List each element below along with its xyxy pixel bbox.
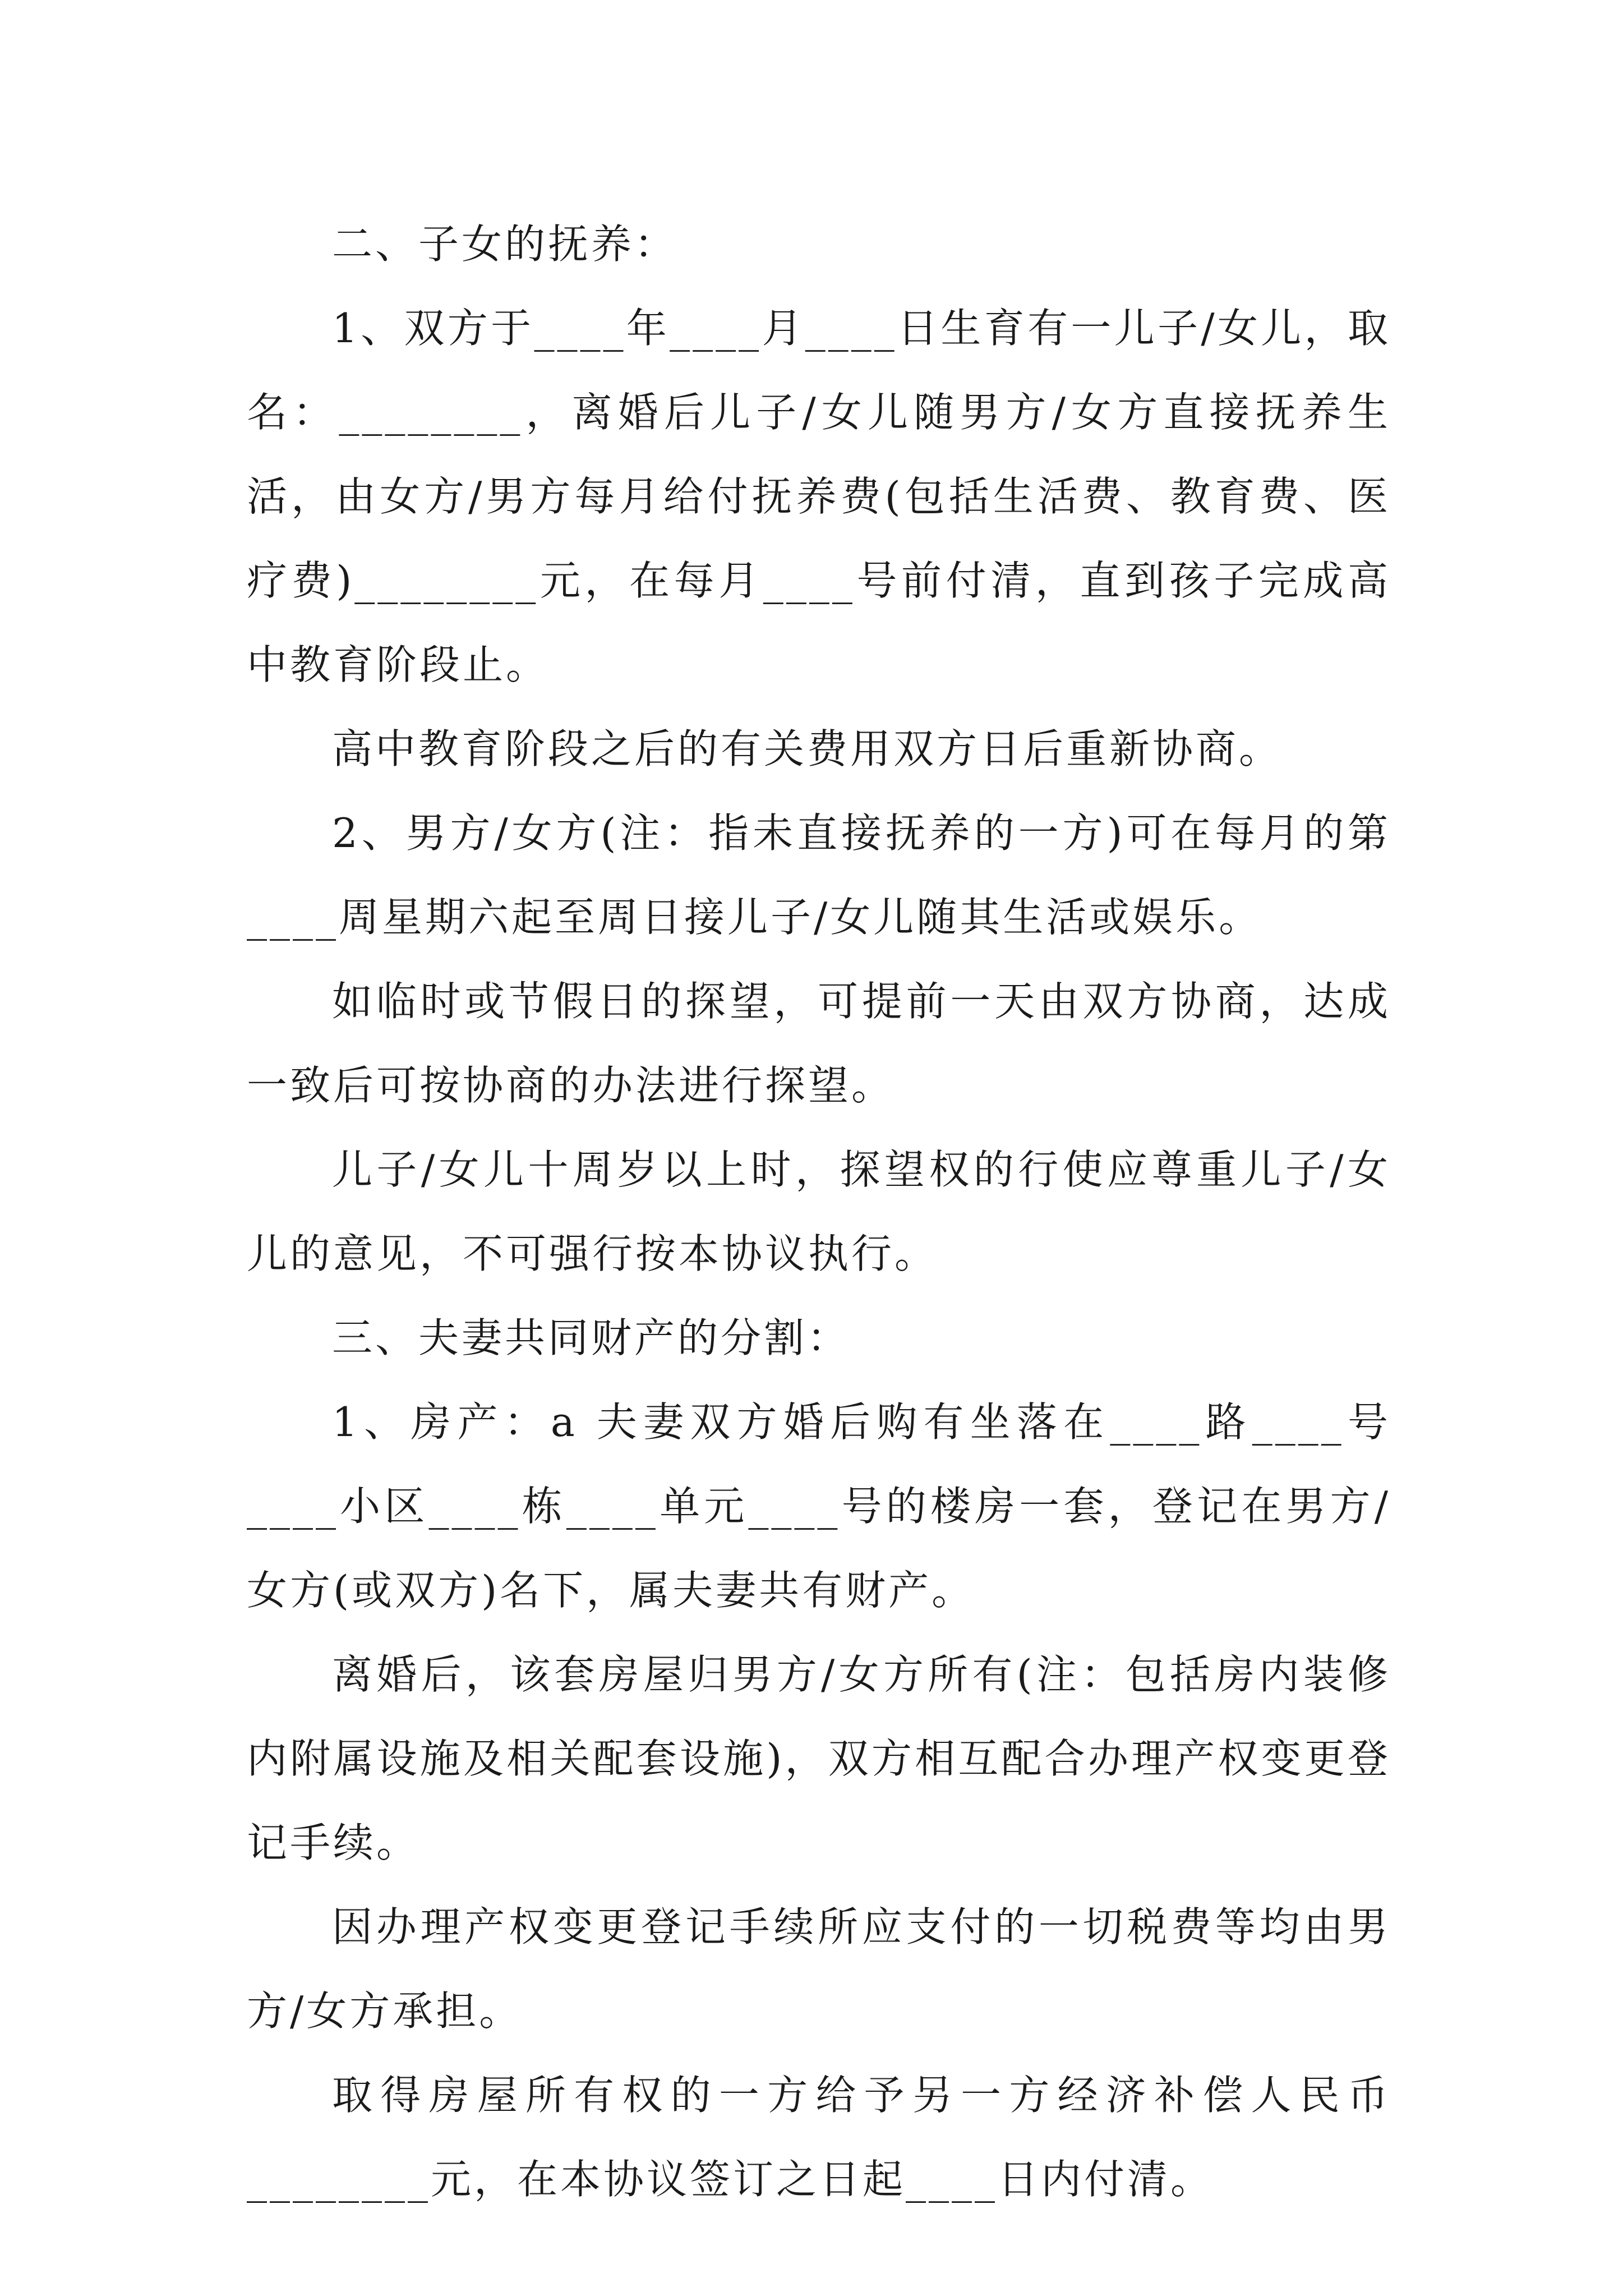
paragraph-real-estate: 1、房产：a 夫妻双方婚后购有坐落在____路____号____小区____栋____单元____号的楼房一套，登记在男方/女方(或双方)名下，属夫妻共有财产。	[247, 1398, 1391, 1614]
paragraph-child-opinion: 儿子/女儿十周岁以上时，探望权的行使应尊重儿子/女儿的意见，不可强行按本协议执行。	[247, 1146, 1391, 1277]
paragraph-post-highschool-costs: 高中教育阶段之后的有关费用双方日后重新协商。	[332, 725, 1283, 772]
document-body	[247, 202, 1391, 2221]
paragraph-house-ownership: 离婚后，该套房屋归男方/女方所有(注：包括房内装修内附属设施及相关配套设施)，双方相互配合办理产权变更登记手续。	[247, 1651, 1391, 1866]
section-heading-property-division: 三、夫妻共同财产的分割：	[332, 1314, 851, 1361]
section-heading-child-custody: 二、子女的抚养：	[332, 220, 678, 268]
paragraph-holiday-visits: 如临时或节假日的探望，可提前一天由双方协商，达成一致后可按协商的办法进行探望。	[247, 978, 1391, 1109]
paragraph-child-support: 1、双方于____年____月____日生育有一儿子/女儿，取名：________，离婚后儿子/女儿随男方/女方直接抚养生活，由女方/男方每月给付抚养费(包括生活费、教育费、医疗费)________元，在每月____号前付清，直到孩子完成高中教育阶段止。	[247, 305, 1391, 688]
paragraph-transfer-fees: 因办理产权变更登记手续所应支付的一切税费等均由男方/女方承担。	[247, 1903, 1391, 2035]
paragraph-compensation: 取得房屋所有权的一方给予另一方经济补偿人民币________元，在本协议签订之日起____日内付清。	[247, 2072, 1391, 2203]
paragraph-visitation-schedule: 2、男方/女方(注：指未直接抚养的一方)可在每月的第____周星期六起至周日接儿子/女儿随其生活或娱乐。	[247, 809, 1391, 941]
